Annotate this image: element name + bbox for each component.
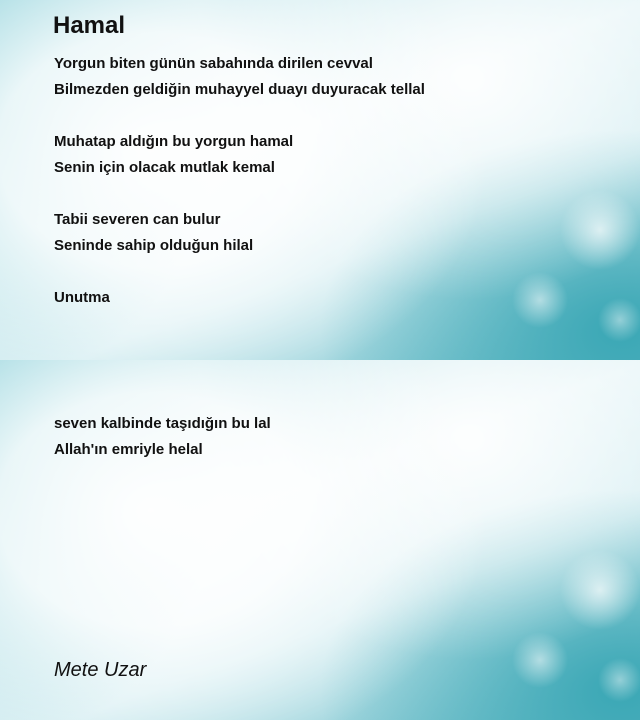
- poem-title: Hamal: [53, 12, 126, 39]
- poem-line: seven kalbinde taşıdığın bu lal: [54, 415, 271, 432]
- poem-line: Unutma: [54, 289, 110, 306]
- stanza-break: [54, 103, 425, 129]
- poem-line: Bilmezden geldiğin muhayyel duayı duyuracak tellal: [54, 81, 425, 98]
- poem-page-bottom: [0, 360, 640, 720]
- poem-line: Muhatap aldığın bu yorgun hamal: [54, 133, 294, 150]
- poem-line: Seninde sahip olduğun hilal: [54, 237, 254, 254]
- poem-line: Senin için olacak mutlak kemal: [54, 159, 275, 176]
- poem-line: Tabii severen can bulur: [54, 211, 221, 228]
- stanza-break: [54, 181, 425, 207]
- poem-line: Allah'ın emriyle helal: [54, 441, 203, 458]
- stanza-list-top: [54, 51, 425, 311]
- poem-author: Mete Uzar: [54, 659, 147, 681]
- poem-line: Yorgun biten günün sabahında dirilen cevval: [54, 55, 373, 72]
- stanza-break: [54, 259, 425, 285]
- stanza-list-bottom: [54, 411, 271, 463]
